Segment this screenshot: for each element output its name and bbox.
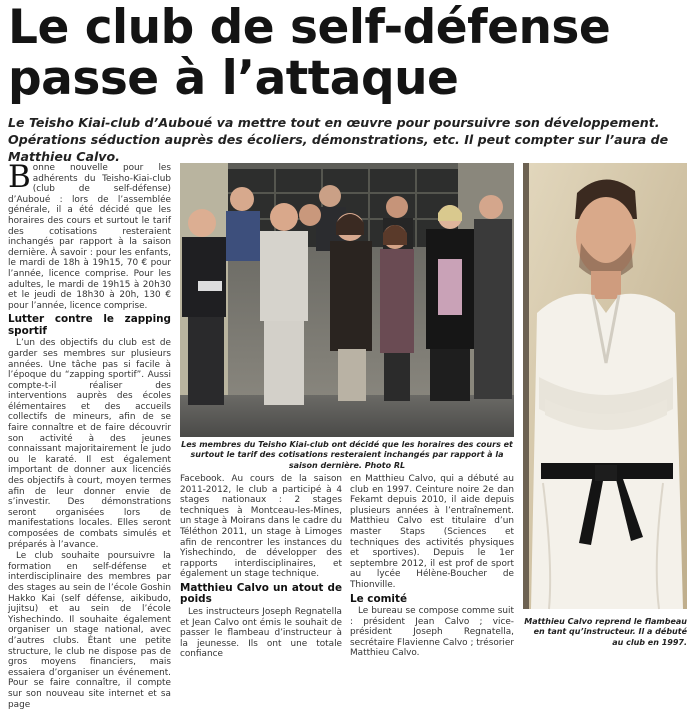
group-photo (180, 163, 514, 437)
column-3-paragraph-2: Le bureau se compose comme suit : président Jean Calvo ; vice-président Joseph Regnatella, secrétaire Flavienne Calvo ; trésorier Matthieu Calvo. (350, 606, 514, 659)
column-1-paragraph-2: L’un des objectifs du club est de garder ses membres sur plusieurs années. Une tâche pas si facile à l’époque du “zapping sportif”. Aussi compte-t-il réaliser des interventions auprès des écoles élémentaires et des accueils collectifs de mineurs, afin de se faire connaître et de faire découvrir son activité à des jeunes connaissant majoritairement le judo ou le karaté. Il est également important de donner aux licenciés des objectifs à court, moyen termes afin de leur donner envie de s’investir. Des démonstrations seront organisées lors de manifestations locales. Elles seront composées de combats simulés et préparés à l’avance. (8, 338, 171, 550)
subheading-le-comite: Le comité (350, 592, 407, 605)
article-column-1 (8, 159, 171, 710)
article-column-3 (350, 474, 514, 659)
article-lede: Le Teisho Kiai-club d’Auboué va mettre tout en œuvre pour poursuivre son développement. Opérations séduction auprès des écoliers, démonstrations, etc. Il peut compter sur l’aura de Matthieu Calvo. (8, 115, 669, 164)
headline-line-1: Le club de self-défense (8, 0, 611, 55)
headline (8, 2, 688, 104)
article-column-2 (180, 474, 342, 660)
headline-line-2: passe à l’attaque (8, 51, 459, 106)
portrait-caption: Matthieu Calvo reprend le flambeau en tant qu’instructeur. Il a débuté au club en 1997. (524, 617, 687, 647)
group-photo-caption: Les membres du Teisho Kiai-club ont décidé que les horaires des cours et surtout le tarif des cotisations resteraient inchangés par rapport à la saison dernière. Photo RL (181, 440, 513, 470)
subheading-matthieu-calvo: Matthieu Calvo un atout de poids (180, 581, 342, 606)
column-1-paragraph-1 (8, 159, 171, 311)
column-2-paragraph-1: Facebook. Au cours de la saison 2011-2012, le club a participé à 4 stages nationaux : 2 stages techniques à Montceau-les-Mines, un stage à Moirans dans le cadre du Téléthon 2011, un stage à Limoges afin de rencontrer les instances du Yishechindo, de développer des rapports interdisciplinaires, et également un stage technique. (180, 474, 342, 580)
portrait-photo (523, 163, 687, 609)
portrait-photo-image (523, 163, 687, 609)
column-1-paragraph-3: Le club souhaite poursuivre la formation en self-défense et interdisciplinaire des membres par des stages au sein de l’école Goshin Hakko Kai (self défense, aikibudo, jujitsu) et au sein de l’école Yishechindo. Il souhaite également organiser un stage national, avec d’autres clubs. Étant une petite structure, le club ne dispose pas de gros moyens financiers, mais essaiera d’organiser un événement. Pour se faire connaître, il compte sur son nouveau site internet et sa page (8, 551, 171, 710)
group-photo-image (180, 163, 514, 437)
column-1-paragraph-1-text: onne nouvelle pour les adhérents du Teisho-Kiai-club (club de self-défense) d’Auboué : lors de l’assemblée générale, il a été décidé que les horaires des cours et surtout le tarif des cotisations resteraient inchangés par rapport à la saison dernière. À savoir : pour les enfants, le mardi de 18h à 19h15, 70 € pour l’année, licence comprise. Pour les adultes, le mardi de 19h15 à 20h30 et le jeudi de 18h30 à 20h, 130 € pour l’année, licence comprise. (8, 163, 171, 311)
column-3-paragraph-1: en Matthieu Calvo, qui a débuté au club en 1997. Ceinture noire 2e dan Fekamt depuis 2010, il aide depuis plusieurs années à l’entraînement. Matthieu Calvo est titulaire d’un master Staps (Sciences et techniques des activités physiques et sportives). Depuis le 1er septembre 2012, il est prof de sport au lycée Hélène-Boucher de Thionville. (350, 474, 514, 590)
subheading-zapping: Lutter contre le zapping sportif (8, 313, 171, 337)
column-2-paragraph-2: Les instructeurs Joseph Regnatella et Jean Calvo ont émis le souhait de passer le flambeau d’instructeur à la jeunesse. Ils ont une totale confiance (180, 606, 342, 660)
dropcap: B (8, 159, 31, 195)
